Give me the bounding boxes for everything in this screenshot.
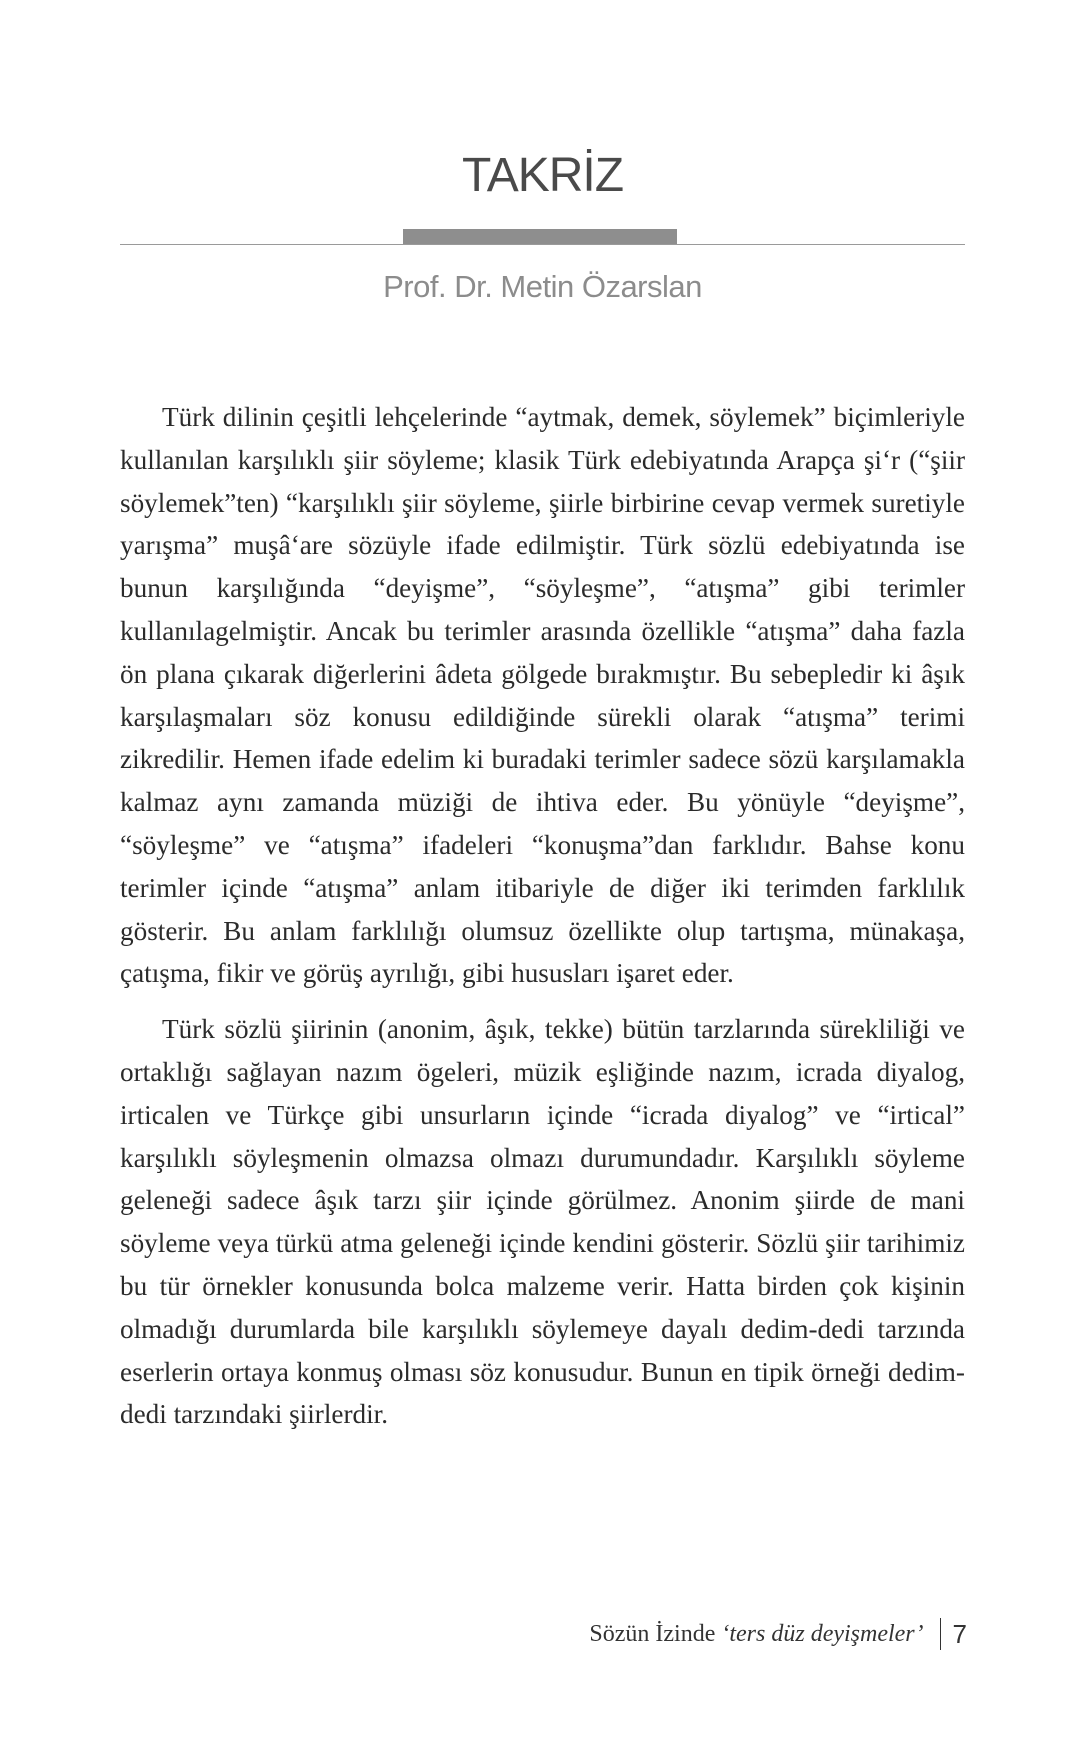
footer-book-title: Sözün İzinde xyxy=(589,1620,716,1647)
paragraph-2: Türk sözlü şiirinin (anonim, âşık, tekke) bütün tarzlarında sürekliliği ve ortaklığı sağlayan nazım ögeleri, müzik eşliğinde nazım, icrada diyalog, irticalen ve Türkçe gibi unsurların içinde “icrada diyalog” ve “irtical” karşılıklı söyleşmenin olmazsa olmazı durumundadır. Karşılıklı söyleme geleneği sadece âşık tarzı şiir içinde görülmez. Anonim şiirde de mani söyleme veya türkü atma geleneği içinde kendini gösterir. Sözlü şiir tarihimiz bu tür örnekler konusunda bolca malzeme verir. Hatta birden çok kişinin olmadığı durumlarda bile karşılıklı söylemeye dayalı dedim-dedi tarzında eserlerin ortaya konmuş olması söz konusudur. Bunun en tipik örneği dedim-dedi tarzındaki şiirlerdir. xyxy=(120,1014,965,1430)
footer-separator xyxy=(940,1618,941,1650)
chapter-title: TAKRİZ xyxy=(461,149,624,202)
author-name: Prof. Dr. Metin Özarslan xyxy=(383,269,702,304)
title-rule-accent xyxy=(403,229,677,245)
paragraph-1: Türk dilinin çeşitli lehçelerinde “aytmak, demek, söylemek” biçimleriyle kullanılan karşılıklı şiir söyleme; klasik Türk edebiyatında Arapça şi‘r (“şiir söylemek”ten) “karşılıklı şiir söyleme, şiirle birbirine cevap vermek suretiyle yarışma” muşâ‘are sözüyle ifade edilmiştir. Türk sözlü edebiyatında ise bunun karşılığında “deyişme”, “söyleşme”, “atışma” gibi terimler kullanılagelmiştir. Ancak bu terimler arasında özellikle “atışma” daha fazla ön plana çıkarak diğerlerini âdeta gölgede bırakmıştır. Bu sebepledir ki âşık karşılaşmaları söz konusu edildiğinde sürekli olarak “atışma” terimi zikredilir. Hemen ifade edelim ki buradaki terimler sadece sözü karşılamakla kalmaz aynı zamanda müziği de ihtiva eder. Bu yönüyle “deyişme”, “söyleşme” ve “atışma” ifadeleri “konuşma”dan farklıdır. Bahse konu terimler içinde “atışma” anlam itibariyle de diğer iki terimden farklılık gösterir. Bu anlam farklılığı olumsuz özellikte olup tartışma, münakaşa, çatışma, fikir ve görüş ayrılığı, gibi hususları işaret eder. xyxy=(120,402,965,989)
footer-book-subtitle: ‘ters düz deyişmeler’ xyxy=(721,1620,924,1647)
title-rule-line xyxy=(120,244,965,245)
body-text xyxy=(120,396,965,1449)
page-number: 7 xyxy=(952,1618,967,1649)
page-footer xyxy=(589,1618,967,1650)
